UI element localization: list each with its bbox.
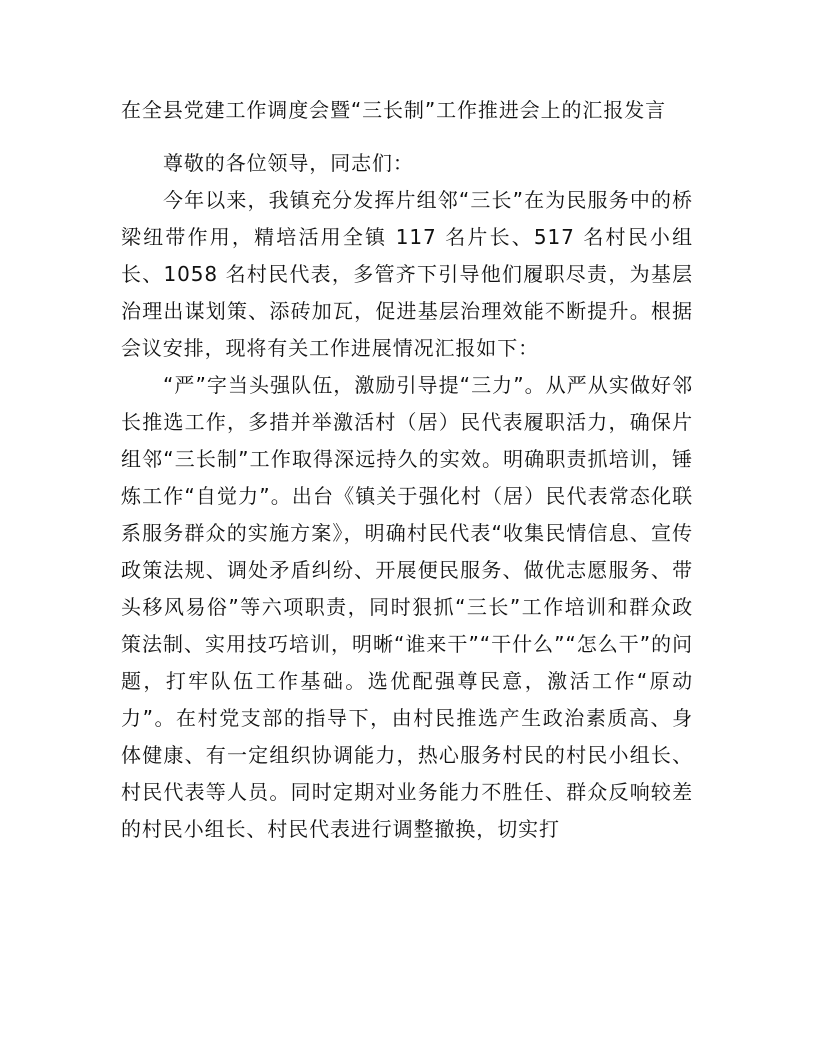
salutation: 尊敬的各位领导，同志们： xyxy=(163,151,414,175)
paragraph-intro: 今年以来，我镇充分发挥片组邻“三长”在为民服务中的桥梁纽带作用，精培活用全镇 117 名片长、517 名村民小组长、1058 名村民代表，多管齐下引导他们履职尽责，为基层治理出谋划策、添砖加瓦，促进基层治理效能不断提升。根据会议安排，现将有关工作进展情况汇报如下： xyxy=(121,188,693,360)
document-body xyxy=(121,145,693,848)
paragraph-team-building: “严”字当头强队伍，激励引导提“三力”。从严从实做好邻长推选工作，多措并举激活村（居）民代表履职活力，确保片组邻“三长制”工作取得深远持久的实效。明确职责抓培训，锤炼工作“自觉力”。出台《镇关于强化村（居）民代表常态化联系服务群众的实施方案》，明确村民代表“收集民情信息、宣传政策法规、调处矛盾纠纷、开展便民服务、做优志愿服务、带头移风易俗”等六项职责，同时狠抓“三长”工作培训和群众政策法制、实用技巧培训，明晰“谁来干”“干什么”“怎么干”的问题，打牢队伍工作基础。选优配强尊民意，激活工作“原动力”。在村党支部的指导下，由村民推选产生政治素质高、身体健康、有一定组织协调能力，热心服务村民的村民小组长、村民代表等人员。同时定期对业务能力不胜任、群众反响较差的村民小组长、村民代表进行调整撤换，切实打 xyxy=(121,373,693,841)
document-title: 在全县党建工作调度会暨“三长制”工作推进会上的汇报发言 xyxy=(121,98,667,122)
